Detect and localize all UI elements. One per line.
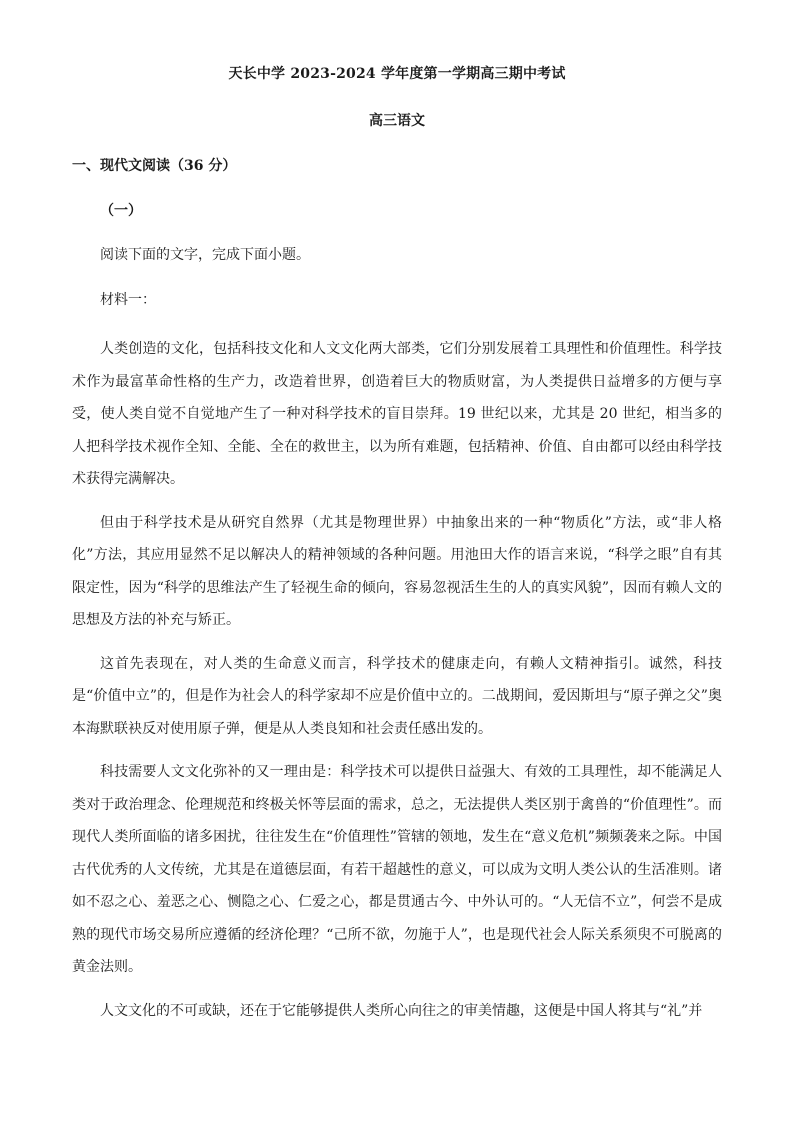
passage-paragraph-3: 这首先表现在，对人类的生命意义而言，科学技术的健康走向，有赖人文精神指引。诚然，科技是“价值中立”的，但是作为社会人的科学家却不应是价值中立的。二战期间，爱因斯坦与“原子弹之父”奥本海默联袂反对使用原子弹，便是从人类良知和社会责任感出发的。 — [72, 655, 722, 737]
passage-paragraph-5: 人文文化的不可或缺，还在于它能够提供人类所心向往之的审美情趣，这便是中国人将其与“礼”并 — [100, 1002, 703, 1019]
material-label: 材料一： — [100, 292, 156, 308]
subject-title: 高三语文 — [369, 113, 425, 129]
passage-paragraph-2: 但由于科学技术是从研究自然界（尤其是物理世界）中抽象出来的一种“物质化”方法，或“非人格化”方法，其应用显然不足以解决人的精神领域的各种问题。用池田大作的语言来说，“科学之眼”自有其限定性，因为“科学的思维法产生了轻视生命的倾向，容易忽视活生生的人的真实风貌”，因而有赖人文的思想及方法的补充与矫正。 — [72, 514, 722, 628]
passage-paragraph-4: 科技需要人文文化弥补的又一理由是：科学技术可以提供日益强大、有效的工具理性，却不能满足人类对于政治理念、伦理规范和终极关怀等层面的需求，总之，无法提供人类区别于禽兽的“价值理性”。而现代人类所面临的诸多困扰，往往发生在“价值理性”管辖的领地，发生在“意义危机”频频袭来之际。中国古代优秀的人文传统，尤其是在道德层面，有若干超越性的意义，可以成为文明人类公认的生活准则。诸如不忍之心、羞恶之心、恻隐之心、仁爱之心，都是贯通古今、中外认可的。“人无信不立”，何尝不是成熟的现代市场交易所应遵循的经济伦理？“己所不欲，勿施于人”，也是现代社会人际关系须臾不可脱离的黄金法则。 — [72, 764, 722, 975]
exam-title: 天长中学 2023-2024 学年度第一学期高三期中考试 — [228, 66, 566, 82]
sub-heading: （一） — [100, 203, 142, 219]
passage-paragraph-1: 人类创造的文化，包括科技文化和人文文化两大部类，它们分别发展着工具理性和价值理性。科学技术作为最富革命性格的生产力，改造着世界，创造着巨大的物质财富，为人类提供日益增多的方便与享受，使人类自觉不自觉地产生了一种对科学技术的盲目崇拜。19 世纪以来，尤其是 20 世纪，相当多的人把科学技术视作全知、全能、全在的救世主，以为所有难题，包括精神、价值、自由都可以经由科学技术获得完满解决。 — [72, 341, 722, 487]
reading-instruction: 阅读下面的文字，完成下面小题。 — [100, 247, 310, 263]
passage-body — [72, 333, 722, 1038]
section-heading: 一、现代文阅读（36 分） — [72, 158, 237, 174]
